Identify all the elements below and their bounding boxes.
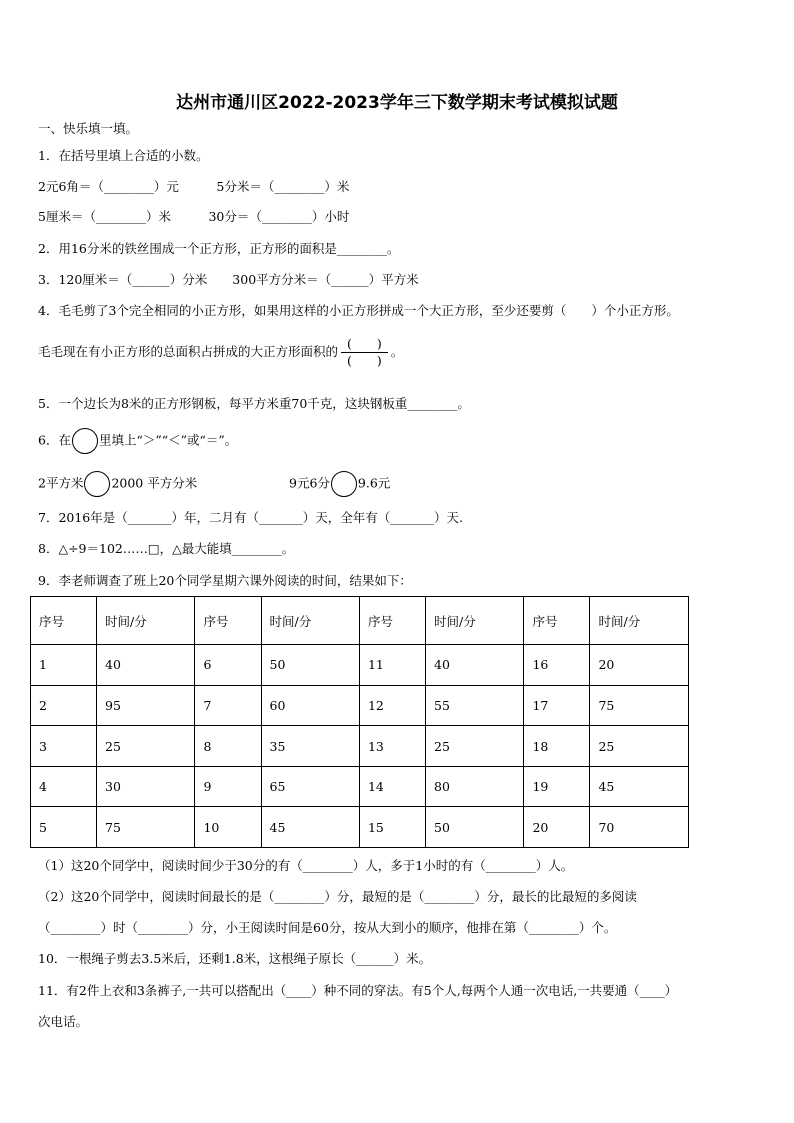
fraction-denominator: ( ) bbox=[347, 353, 382, 368]
item-a-left: 2平方米 bbox=[38, 475, 84, 491]
page-title: 达州市通川区2022-2023学年三下数学期末考试模拟试题 bbox=[176, 93, 618, 113]
section-heading: 一、快乐填一填。 bbox=[38, 121, 139, 136]
question-11-line-2: 次电话。 bbox=[38, 1014, 89, 1029]
table-cell: 50 bbox=[426, 807, 524, 848]
table-cell: 70 bbox=[590, 807, 689, 848]
table-row bbox=[31, 645, 689, 686]
question-9-stem: 9．李老师调查了班上20个同学星期六课外阅读的时间，结果如下： bbox=[38, 573, 412, 588]
question-6-stem bbox=[38, 428, 237, 454]
table-cell: 18 bbox=[524, 726, 590, 767]
table-cell: 6 bbox=[195, 645, 261, 686]
table-cell: 8 bbox=[195, 726, 261, 767]
fraction-numerator: ( ) bbox=[341, 336, 388, 353]
table-cell: 55 bbox=[426, 685, 524, 726]
question-1-stem: 1．在括号里填上合适的小数。 bbox=[38, 148, 209, 163]
compare-circle-b[interactable] bbox=[331, 471, 357, 497]
header-cell: 序号 bbox=[31, 597, 97, 645]
table-cell: 17 bbox=[524, 685, 590, 726]
table-cell: 25 bbox=[426, 726, 524, 767]
table-cell: 9 bbox=[195, 766, 261, 807]
table-cell: 4 bbox=[31, 766, 97, 807]
table-cell: 25 bbox=[590, 726, 689, 767]
header-cell: 时间/分 bbox=[261, 597, 359, 645]
table-cell: 45 bbox=[261, 807, 359, 848]
table-cell: 30 bbox=[97, 766, 195, 807]
header-cell: 时间/分 bbox=[426, 597, 524, 645]
header-cell: 时间/分 bbox=[97, 597, 195, 645]
question-4-line-2 bbox=[38, 336, 403, 369]
table-cell: 19 bbox=[524, 766, 590, 807]
question-1-row-2: 5厘米＝（________）米 30分＝（________）小时 bbox=[38, 209, 350, 224]
question-8: 8．△÷9＝102……□，△最大能填________。 bbox=[38, 541, 295, 556]
question-9-sub-1: （1）这20个同学中，阅读时间少于30分的有（________）人，多于1小时的有（________）人。 bbox=[38, 858, 574, 873]
table-cell: 5 bbox=[31, 807, 97, 848]
question-9-sub-2a: （2）这20个同学中，阅读时间最长的是（________）分，最短的是（________）分，最长的比最短的多阅读 bbox=[38, 889, 637, 904]
table-row bbox=[31, 766, 689, 807]
table-cell: 40 bbox=[426, 645, 524, 686]
table-cell: 13 bbox=[359, 726, 425, 767]
table-cell: 2 bbox=[31, 685, 97, 726]
question-3: 3．120厘米＝（______）分米 300平方分米＝（______）平方米 bbox=[38, 272, 419, 287]
question-7: 7．2016年是（_______）年，二月有（_______）天，全年有（_______）天. bbox=[38, 510, 463, 525]
table-cell: 1 bbox=[31, 645, 97, 686]
table-cell: 75 bbox=[97, 807, 195, 848]
table-cell: 80 bbox=[426, 766, 524, 807]
table-cell: 60 bbox=[261, 685, 359, 726]
table-cell: 20 bbox=[524, 807, 590, 848]
item-b-left: 9元6分 bbox=[289, 475, 330, 491]
table-cell: 10 bbox=[195, 807, 261, 848]
table-row bbox=[31, 726, 689, 767]
table-cell: 65 bbox=[261, 766, 359, 807]
question-6-pre: 6．在 bbox=[38, 432, 71, 448]
item-b-right: 9.6元 bbox=[357, 475, 391, 491]
question-10: 10．一根绳子剪去3.5米后，还剩1.8米，这根绳子原长（______）米。 bbox=[38, 951, 432, 966]
table-header-row bbox=[31, 597, 689, 645]
table-row bbox=[31, 807, 689, 848]
question-2: 2．用16分米的铁丝围成一个正方形，正方形的面积是________。 bbox=[38, 241, 400, 256]
reading-time-table bbox=[30, 596, 689, 848]
question-6-item-a bbox=[38, 471, 197, 497]
table-cell: 45 bbox=[590, 766, 689, 807]
table-cell: 3 bbox=[31, 726, 97, 767]
table-row bbox=[31, 685, 689, 726]
table-cell: 35 bbox=[261, 726, 359, 767]
table-cell: 12 bbox=[359, 685, 425, 726]
fraction-blank bbox=[341, 336, 388, 369]
question-1-row-1: 2元6角＝（________）元 5分米＝（________）米 bbox=[38, 179, 350, 194]
compare-circle-a[interactable] bbox=[84, 471, 110, 497]
table-cell: 95 bbox=[97, 685, 195, 726]
header-cell: 时间/分 bbox=[590, 597, 689, 645]
header-cell: 序号 bbox=[359, 597, 425, 645]
question-4-line-1: 4．毛毛剪了3个完全相同的小正方形，如果用这样的小正方形拼成一个大正方形，至少还要剪（ ）个小正方形。 bbox=[38, 303, 679, 318]
question-4-text: 毛毛现在有小正方形的总面积占拼成的大正方形面积的 bbox=[38, 344, 339, 359]
header-cell: 序号 bbox=[524, 597, 590, 645]
table-cell: 14 bbox=[359, 766, 425, 807]
question-6-item-b bbox=[289, 471, 390, 497]
question-5: 5．一个边长为8米的正方形钢板，每平方米重70千克，这块钢板重________。 bbox=[38, 396, 470, 411]
header-cell: 序号 bbox=[195, 597, 261, 645]
table-cell: 7 bbox=[195, 685, 261, 726]
table-cell: 16 bbox=[524, 645, 590, 686]
question-11-line-1: 11．有2件上衣和3条裤子,一共可以搭配出（____）种不同的穿法。有5个人,每两个人通一次电话,一共要通（____） bbox=[38, 983, 678, 998]
table-cell: 15 bbox=[359, 807, 425, 848]
question-4-end: 。 bbox=[390, 344, 404, 359]
question-9-sub-2b: （________）时（________）分，小王阅读时间是60分，按从大到小的顺序，他排在第（________）个。 bbox=[38, 920, 617, 935]
compare-circle-icon bbox=[72, 428, 98, 454]
item-a-right: 2000 平方分米 bbox=[111, 475, 198, 491]
table-cell: 50 bbox=[261, 645, 359, 686]
table-cell: 40 bbox=[97, 645, 195, 686]
table-cell: 25 bbox=[97, 726, 195, 767]
table-cell: 20 bbox=[590, 645, 689, 686]
table-cell: 11 bbox=[359, 645, 425, 686]
table-cell: 75 bbox=[590, 685, 689, 726]
question-6-post: 里填上“＞”“＜”或“＝”。 bbox=[98, 432, 238, 448]
